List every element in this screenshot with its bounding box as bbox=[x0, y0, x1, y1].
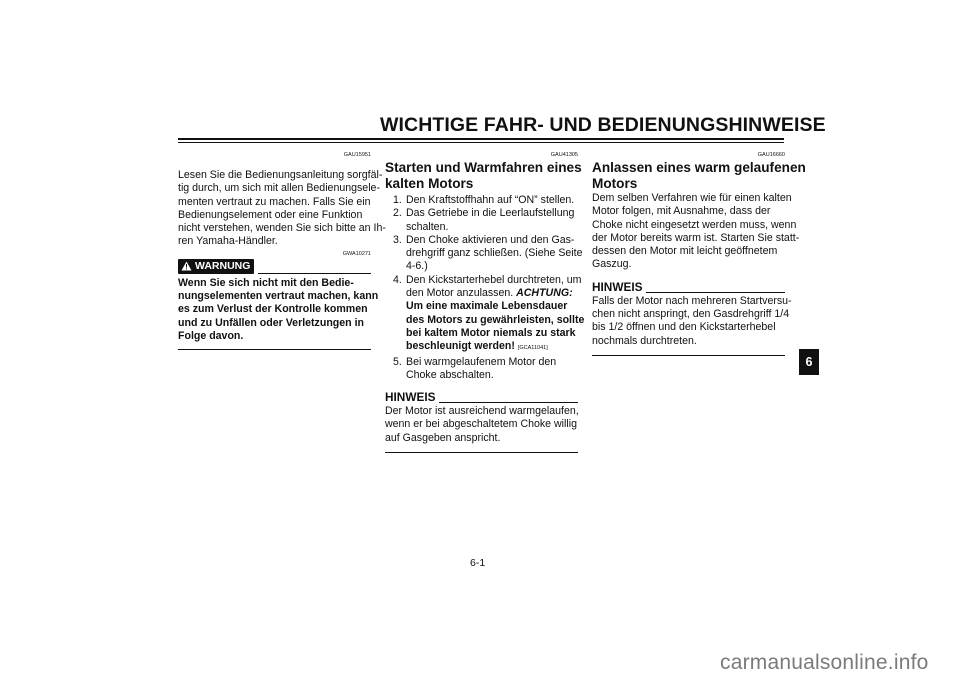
watermark: carmanualsonline.info bbox=[720, 651, 929, 674]
text-line: Lesen Sie die Bedienungsanleitung sorgfäl- bbox=[178, 169, 383, 181]
text-line: auf Gasgeben anspricht. bbox=[385, 431, 501, 444]
text-line: Den Kraftstoffhahn auf “ON” stellen. bbox=[406, 194, 575, 206]
text-line: Den Kickstarterhebel durchtreten, um bbox=[406, 273, 582, 286]
chapter-tab: 6 bbox=[799, 349, 819, 375]
text-line: schalten. bbox=[406, 220, 449, 233]
text-span: den Motor anzulassen. bbox=[406, 287, 517, 300]
caution-text-line: des Motors zu gewährleisten, sollte bbox=[406, 313, 585, 326]
page-number: 6-1 bbox=[470, 557, 486, 569]
text-line: Das Getriebe in die Leerlaufstellung bbox=[406, 207, 575, 220]
text-line: Choke nicht eingesetzt werden muss, wenn bbox=[592, 218, 797, 231]
text-line: und zu Unfällen oder Verletzungen in bbox=[178, 316, 364, 329]
note-text bbox=[592, 294, 792, 348]
list-item bbox=[385, 194, 578, 207]
section-code: GAU41305 bbox=[550, 152, 578, 158]
text-line: Der Motor ist ausreichend warmgelaufen, bbox=[385, 405, 579, 418]
caution-text-line: Um eine maximale Lebensdauer bbox=[406, 300, 568, 313]
text-line: der Motor bereits warm ist. Starten Sie statt- bbox=[592, 231, 800, 244]
warning-end-rule bbox=[178, 349, 371, 350]
heading-line: Anlassen eines warm gelaufenen bbox=[592, 160, 806, 175]
column-cold-start bbox=[385, 152, 585, 453]
text-line bbox=[406, 287, 578, 300]
list-item bbox=[385, 233, 583, 274]
step-number: 4. bbox=[393, 273, 402, 286]
text-line: bis 1/2 öffnen und den Kickstarterhebel bbox=[592, 321, 776, 334]
header-rule-thin bbox=[178, 142, 784, 143]
header-rule bbox=[178, 138, 784, 140]
note-header bbox=[385, 391, 578, 404]
caution-label: ACHTUNG: bbox=[516, 287, 573, 300]
text-line: tig durch, um sich mit allen Bedienungsele- bbox=[178, 182, 380, 195]
warning-badge bbox=[178, 259, 254, 274]
text-line: menten vertraut zu machen. Falls Sie ein bbox=[178, 195, 371, 208]
warning-rule bbox=[258, 273, 371, 274]
text-line: dessen den Motor mit leicht geöffnetem bbox=[592, 245, 778, 258]
text-line: Bei warmgelaufenem Motor den bbox=[406, 355, 557, 368]
heading-line: kalten Motors bbox=[385, 175, 474, 191]
text-line: ren Yamaha-Händler. bbox=[178, 235, 278, 248]
text-line: Den Choke aktivieren und den Gas- bbox=[406, 233, 575, 246]
heading-line: Starten und Warmfahren eines bbox=[385, 160, 582, 175]
text-line: drehgriff ganz schließen. (Siehe Seite bbox=[406, 247, 583, 260]
intro-paragraph bbox=[178, 169, 386, 249]
text-line bbox=[406, 340, 578, 355]
text-line: nicht verstehen, wenden Sie sich bitte an Ih- bbox=[178, 222, 386, 235]
note-rule bbox=[439, 402, 578, 403]
text-line: Folge davon. bbox=[178, 329, 244, 342]
section-heading bbox=[385, 160, 582, 191]
text-line: Choke abschalten. bbox=[406, 368, 494, 381]
note-label: HINWEIS bbox=[385, 390, 436, 405]
step-number: 1. bbox=[393, 194, 402, 206]
caution-code: [GCA11041] bbox=[517, 345, 548, 352]
text-line: Falls der Motor nach mehreren Startversu- bbox=[592, 294, 792, 307]
warning-code: GWA10271 bbox=[342, 250, 371, 257]
column-warm-start bbox=[592, 152, 806, 356]
text-line: 4-6.) bbox=[406, 260, 428, 273]
caution-text-line: bei kaltem Motor niemals zu stark bbox=[406, 326, 576, 339]
section-heading bbox=[592, 160, 806, 191]
step-number: 5. bbox=[393, 355, 402, 368]
page-title: WICHTIGE FAHR- UND BEDIENUNGSHINWEISE bbox=[380, 114, 826, 136]
note-header bbox=[592, 281, 785, 294]
warning-text bbox=[178, 276, 379, 343]
text-line: Motor folgen, mit Ausnahme, dass der bbox=[592, 205, 771, 218]
list-item bbox=[385, 207, 578, 234]
warning-label: WARNUNG bbox=[195, 259, 251, 272]
text-line: nochmals durchtreten. bbox=[592, 334, 697, 347]
warning-triangle-icon bbox=[181, 261, 192, 271]
list-item bbox=[385, 273, 585, 356]
step-number: 3. bbox=[393, 233, 402, 246]
list-item bbox=[385, 356, 578, 383]
text-line: Gaszug. bbox=[592, 258, 632, 271]
note-end-rule bbox=[592, 355, 785, 356]
text-line: chen nicht anspringt, den Gasdrehgriff 1/4 bbox=[592, 308, 790, 321]
heading-line: Motors bbox=[592, 175, 638, 191]
note-rule bbox=[646, 292, 785, 293]
note-label: HINWEIS bbox=[592, 279, 643, 294]
section-code: GAU15951 bbox=[343, 152, 371, 158]
section-code: GAU16660 bbox=[757, 152, 785, 158]
text-line: wenn er bei abgeschaltetem Choke willig bbox=[385, 418, 577, 431]
column-intro bbox=[178, 152, 386, 350]
section-paragraph bbox=[592, 192, 800, 272]
note-end-rule bbox=[385, 452, 578, 453]
text-line: nungselementen vertraut machen, kann bbox=[178, 290, 379, 303]
text-line: Bedienungselement oder eine Funktion bbox=[178, 208, 363, 221]
caution-text-line: beschleunigt werden! bbox=[406, 340, 515, 353]
text-line: Wenn Sie sich nicht mit den Bedie- bbox=[178, 276, 354, 289]
steps-list bbox=[385, 194, 585, 382]
note-text bbox=[385, 405, 578, 445]
text-line: Dem selben Verfahren wie für einen kalten bbox=[592, 192, 792, 204]
warning-header bbox=[178, 259, 371, 274]
text-line: es zum Verlust der Kontrolle kommen bbox=[178, 303, 368, 316]
step-number: 2. bbox=[393, 207, 402, 220]
